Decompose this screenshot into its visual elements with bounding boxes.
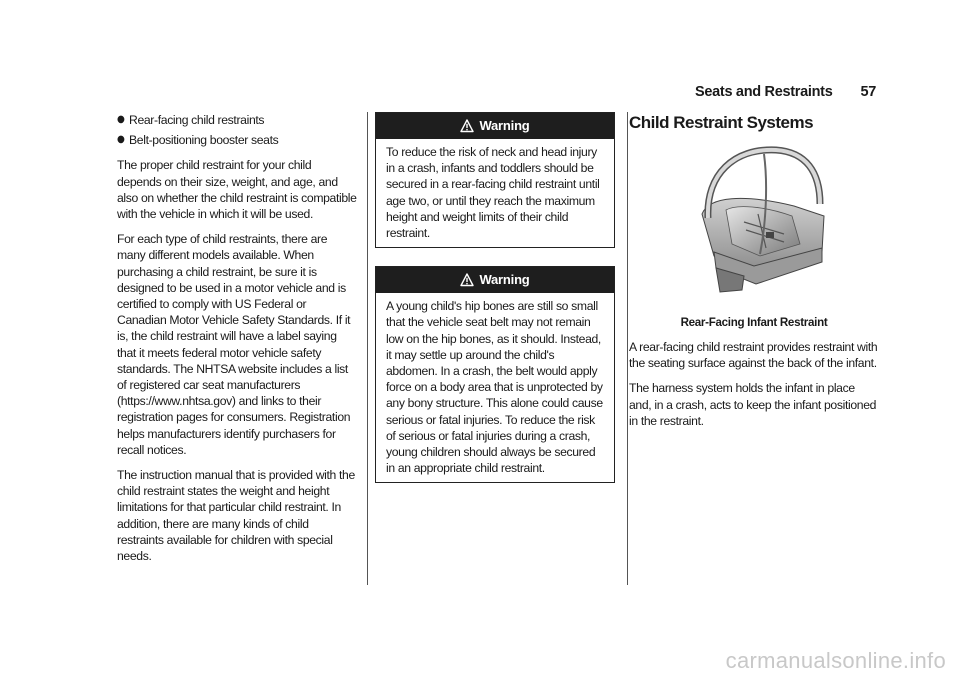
paragraph: The harness system holds the infant in place and, in a crash, acts to keep the infant positioned in the restraint. (629, 381, 877, 428)
column-left (117, 112, 357, 573)
warning-box (375, 266, 615, 483)
infant-car-seat-illustration (684, 144, 844, 296)
warning-header (376, 267, 614, 293)
section-title-header: Seats and Restraints (695, 84, 833, 100)
column-right (629, 112, 879, 438)
column-middle (375, 112, 615, 501)
section-heading: Child Restraint Systems (629, 113, 814, 132)
warning-title: Warning (479, 272, 530, 288)
warning-header (376, 113, 614, 139)
bullet-item (117, 132, 357, 148)
bullet-text: Rear-facing child restraints (129, 113, 265, 127)
warning-triangle-icon (460, 270, 474, 296)
warning-title: Warning (479, 118, 530, 133)
paragraph: A rear-facing child restraint provides restraint with the seating surface against the back of the infant. (629, 340, 878, 371)
bullet-text: Belt-positioning booster seats (129, 133, 279, 148)
paragraph: The proper child restraint for your child depends on their size, weight, and age, and also on whether the child restraint is compatible with the vehicle in which it will be used. (117, 158, 357, 222)
paragraph: The instruction manual that is provided with the child restraint states the weight and height limitations for that particular child restraint. In addition, there are many kinds of child restraints available for children with special needs. (117, 468, 355, 564)
page-header (695, 84, 876, 100)
watermark: carmanualsonline.info (725, 648, 946, 673)
figure-caption: Rear-Facing Infant Restraint (680, 316, 828, 329)
warning-triangle-icon (460, 116, 474, 142)
warning-text: To reduce the risk of neck and head injury in a crash, infants and toddlers should be secured in a rear-facing child restraint until age two, or until they reach the maximum height and weight limits of their child restraint. (386, 145, 600, 241)
page-number: 57 (860, 84, 876, 100)
paragraph: For each type of child restraints, there are many different models available. When purchasing a child restraint, be sure it is designed to be used in a motor vehicle and is certified to comply with US Federal or Canadian Motor Vehicle Safety Standards. If it is, the child restraint will have a label saying that it meets federal motor vehicle safety standards. The NHTSA website includes a list of registered car seat manufacturers (https://www.nhtsa.gov) and links to their registration pages for consumers. Registration helps manufacturers identify purchasers for recall notices. (117, 232, 351, 457)
column-divider (627, 112, 628, 585)
bullet-icon: ● (117, 114, 125, 125)
column-divider (367, 112, 368, 585)
bullet-icon: ● (117, 134, 125, 146)
warning-text: A young child's hip bones are still so small that the vehicle seat belt may not remain low on the hip bones, as it should. Instead, it may settle up around the child's abdomen. In a crash, the belt would apply force on a body area that is unprotected by any bony structure. This alone could cause serious or fatal injuries. To reduce the risk of serious or fatal injuries during a crash, young children should always be secured in an appropriate child restraint. (386, 299, 603, 476)
warning-box (375, 112, 615, 248)
bullet-item (117, 112, 357, 128)
